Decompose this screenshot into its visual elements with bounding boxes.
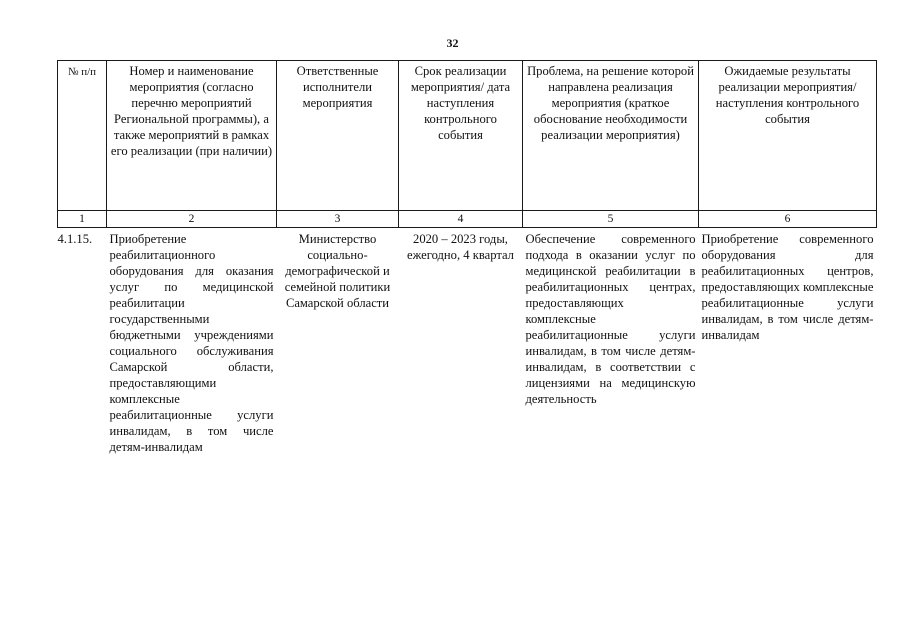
header-activity-name: Номер и наименование мероприятия (согласно перечню мероприятий Региональной программы), а также мероприятий в рамках его реализации (при наличии) (107, 61, 277, 211)
column-number: 3 (277, 211, 399, 228)
activities-table (57, 60, 877, 455)
column-number-row (58, 211, 877, 228)
header-responsible: Ответственные исполнители мероприятия (277, 61, 399, 211)
header-problem: Проблема, на решение которой направлена реализация мероприятия (краткое обоснование необходимости реализации мероприятия) (523, 61, 699, 211)
header-term: Срок реализации мероприятия/ дата наступления контрольного события (399, 61, 523, 211)
header-number: № п/п (58, 61, 107, 211)
page-number: 32 (446, 36, 459, 50)
column-number: 4 (399, 211, 523, 228)
header-expected-results: Ожидаемые результаты реализации мероприятия/ наступления контрольного события (699, 61, 877, 211)
table-row (58, 228, 877, 456)
row-responsible: Министерство социально-демографической и семейной политики Самарской области (284, 232, 391, 310)
row-term: 2020 – 2023 годы, ежегодно, 4 квартал (407, 232, 514, 262)
column-number: 1 (58, 211, 107, 228)
row-activity-name: Приобретение реабилитационного оборудования для оказания услуг по медицинской реабилитации государственными бюджетными учреждениями социального обслуживания Самарской области, предоставляющими комплексные реабилитационные услуги инвалидам, в том числе детям-инвалидам (109, 232, 274, 454)
column-number: 5 (523, 211, 699, 228)
row-expected-result: Приобретение современного оборудования для реабилитационных центров, предоставляющих комплексные реабилитационные услуги инвалидам, в том числе детям-инвалидам (701, 232, 874, 342)
column-number: 6 (699, 211, 877, 228)
header-row (58, 61, 877, 211)
row-problem: Обеспечение современного подхода в оказании услуг по медицинской реабилитации в реабилитационных центрах, предоставляющих комплексные реабилитационные услуги инвалидам, в том числе детям-инвалидам, в соответствии с лицензиями на медицинскую деятельность (525, 232, 696, 406)
column-number: 2 (107, 211, 277, 228)
row-index: 4.1.15. (57, 232, 93, 246)
